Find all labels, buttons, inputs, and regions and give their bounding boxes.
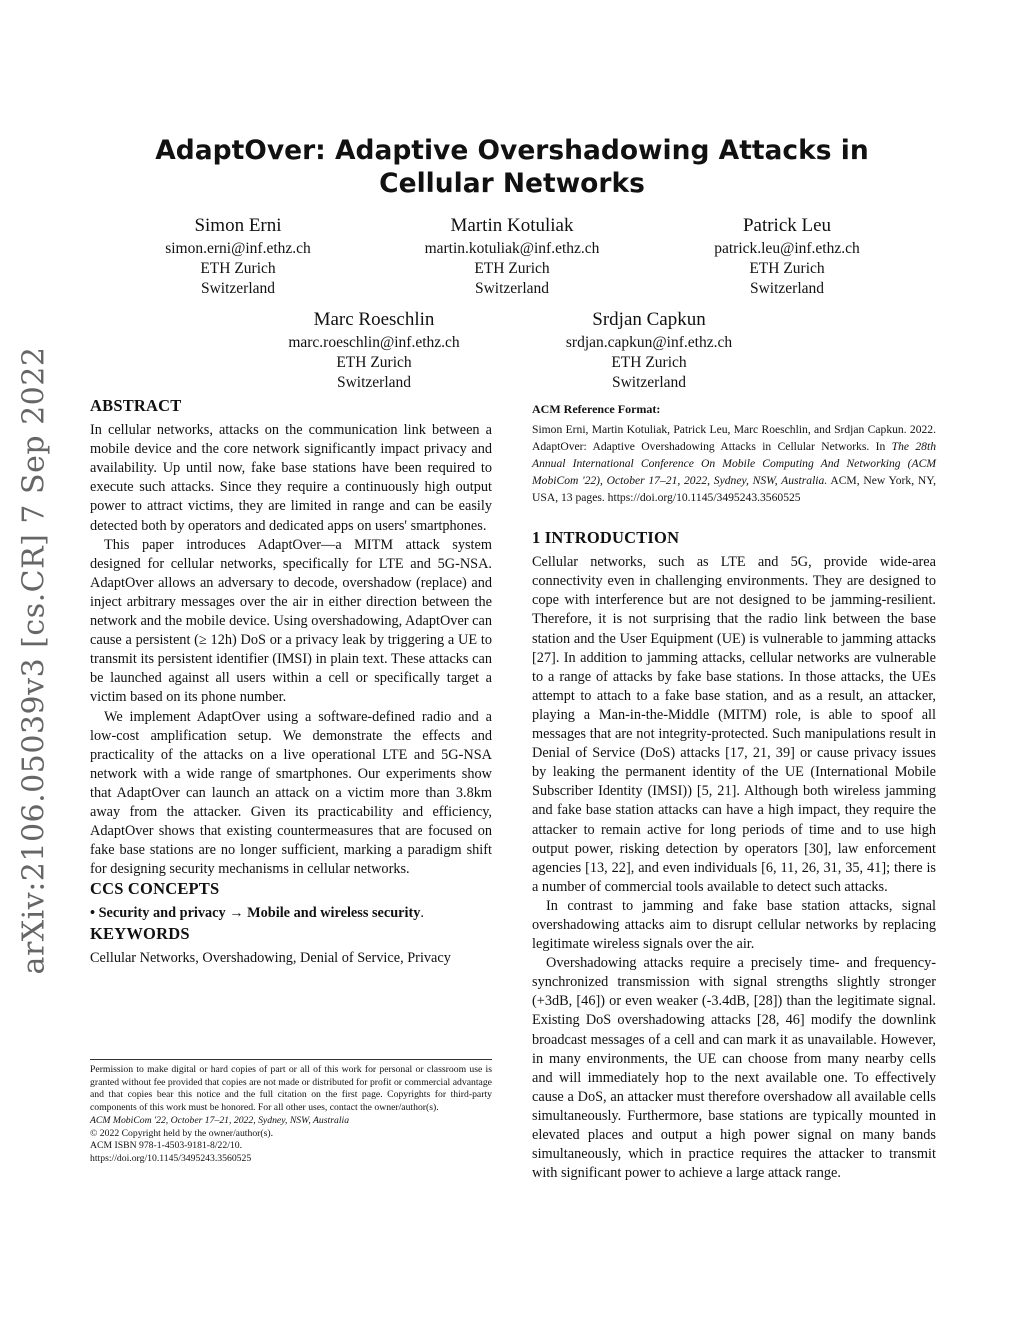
introduction-paragraph: In contrast to jamming and fake base station attacks, signal overshadowing attacks aim to disrupt cellular networks by replacing legitimate wireless signals over the air. [532,897,936,953]
author-email: martin.kotuliak@inf.ethz.ch [424,240,600,257]
author-block [138,213,338,299]
author-email: srdjan.capkun@inf.ethz.ch [565,334,733,351]
acm-reference-publisher: ACM, New York, NY, USA, 13 pages. https://doi.org/10.1145/3495243.3560525 [532,474,936,505]
abstract-paragraph: In cellular networks, attacks on the communication link between a mobile device and the core network significantly impact privacy and availability. Up until now, fake base stations have been required to execute such attacks. Since they require a continuously high output power to attract victims, they are limited in range and can be easily detected both by operators and dedicated apps on users' smartphones. [90,422,492,534]
doi-line: https://doi.org/10.1145/3495243.3560525 [90,1152,252,1164]
isbn-line: ACM ISBN 978-1-4503-9181-8/22/10. [90,1140,243,1152]
left-column [90,396,492,968]
author-email: simon.erni@inf.ethz.ch [165,240,311,257]
copyright-line: © 2022 Copyright held by the owner/author(s). [90,1127,274,1139]
author-country: Switzerland [611,374,687,391]
author-affiliation: ETH Zurich [474,260,550,277]
author-country: Switzerland [749,280,825,297]
author-email: marc.roeschlin@inf.ethz.ch [288,334,460,351]
author-name: Simon Erni [194,215,282,236]
keywords-text: Cellular Networks, Overshadowing, Denial of Service, Privacy [90,949,451,966]
acm-reference-heading: ACM Reference Format: [532,402,661,416]
author-affiliation: ETH Zurich [749,260,825,277]
arxiv-identifier-text: arXiv:2106.05039v3 [cs.CR] 7 Sep 2022 [16,346,52,974]
author-name: Marc Roeschlin [313,309,435,330]
abstract-paragraph: This paper introduces AdaptOver—a MITM attack system designed for cellular networks, specifically for LTE and 5G-NSA. AdaptOver allows an adversary to decode, overshadow (replace) and inject arbitrary messages over the air in either direction between the network and the mobile device. Using overshadowing, AdaptOver can cause a persistent (≥ 12h) DoS or a privacy leak by triggering a UE to transmit its persistent identifier (IMSI) in plain text. These attacks can be launched against all users within a cell or specifically target a victim based on its phone number. [90,536,492,706]
author-block [677,213,897,299]
author-country: Switzerland [200,280,276,297]
acm-reference-authors: Simon Erni, Martin Kotuliak, Patrick Leu, Marc Roeschlin, and Srdjan Capkun. 2022. AdaptOver: Adaptive Overshadowing Attacks in Cellular Networks. In [532,423,936,454]
ccs-concepts-text [90,904,492,923]
acm-reference-text [532,421,936,506]
author-country: Switzerland [336,374,412,391]
permission-notice: Permission to make digital or hard copies of part or all of this work for personal or classroom use is granted without fee provided that copies are not made or distributed for profit or commercial advantage and that copies bear this notice and the full citation on the first page. Copyrights for third-party components of this work must be honored. For all other uses, contact the owner/author(s). [90,1064,492,1114]
author-affiliation: ETH Zurich [336,354,412,371]
author-country: Switzerland [474,280,550,297]
acm-reference-venue: The 28th Annual International Conference On Mobile Computing And Networking (ACM MobiCom '22), October 17–21, 2022, Sydney, NSW, Australia. [532,440,936,488]
author-email: patrick.leu@inf.ethz.ch [714,240,860,257]
copyright-footnote [90,1059,492,1166]
author-block [264,307,484,393]
author-block [392,213,632,299]
paper-title: AdaptOver: Adaptive Overshadowing Attacks in Cellular Networks [155,135,869,199]
author-affiliation: ETH Zurich [611,354,687,371]
ccs-bullet: • [90,905,96,922]
ccs-arrow: → [229,905,244,922]
introduction-paragraph: Overshadowing attacks require a precisely time- and frequency-synchronized transmission with signal strengths slightly stronger (+3dB, [46]) or even weaker (-3.4dB, [28]) than the legitimate signal. Existing DoS overshadowing attacks [28, 46] modify the downlink broadcast messages of a cell and can mark it as unavailable. However, in many environments, the UE can choose from many nearby cells and will immediately hop to the next available one. To effectively cause a DoS, an attacker must therefore overshadow all available cells simultaneously. Furthermore, base stations are typically mounted in elevated places and output a high power signal on many bands simultaneously, which in practice requires the attacker to transmit with significant power to achieve a large attack range. [532,955,936,1182]
ccs-subconcept: Mobile and wireless security [247,905,421,922]
ccs-concepts-heading: CCS CONCEPTS [90,879,220,899]
introduction-paragraph: Cellular networks, such as LTE and 5G, provide wide-area connectivity even in challenging environments. They are designed to cope with interference but are not designed to be jamming-resilient. Therefore, it is not surprising that the radio link between the base station and the User Equipment (UE) is vulnerable to jamming attacks [27]. In addition to jamming attacks, cellular networks are vulnerable to a range of attacks by fake base stations. In those attacks, the UEs attempt to attach to a fake base station, and as a result, an attacker, playing a Man-in-the-Middle (MITM) role, is able to spoof all messages that are not integrity-protected. Such manipulations result in Denial of Service (DoS) attacks [17, 21, 39] or cause privacy issues by leaking the permanent identity of the UE (International Mobile Subscriber Identity (IMSI)) [5, 21]. Although both wireless jamming and fake base station attacks can have a high impact, they require the attacker to remain active for long periods of time and to use high output power, risking detection by operators [30], law enforcement agencies [13, 22], and even individuals [6, 11, 26, 31, 35, 41]; there is a number of commercial tools available to detect such attacks. [532,554,936,895]
author-name: Martin Kotuliak [450,215,574,236]
keywords-heading: KEYWORDS [90,923,190,943]
arxiv-identifier [14,346,54,974]
abstract-heading: ABSTRACT [90,396,182,415]
conference-info: ACM MobiCom '22, October 17–21, 2022, Sydney, NSW, Australia [90,1114,350,1126]
author-name: Patrick Leu [742,215,832,236]
introduction-heading: 1 INTRODUCTION [532,528,680,548]
author-name: Srdjan Capkun [592,309,706,330]
author-affiliation: ETH Zurich [200,260,276,277]
ccs-period: . [420,905,424,922]
author-block [539,307,759,393]
right-column [532,400,936,1183]
ccs-concept: Security and privacy [98,905,226,922]
abstract-paragraph: We implement AdaptOver using a software-defined radio and a low-cost amplification setup. We demonstrate the effects and practicality of the attacks on a live operational LTE and 5G-NSA network with a wide range of smartphones. Our experiments show that AdaptOver can launch an attack on a victim more than 3.8km away from the attacker. Given its practicability and efficiency, AdaptOver shows that existing countermeasures that are focused on fake base stations are no longer sufficient, marking a paradigm shift for designing security mechanisms in cellular networks. [90,708,492,878]
